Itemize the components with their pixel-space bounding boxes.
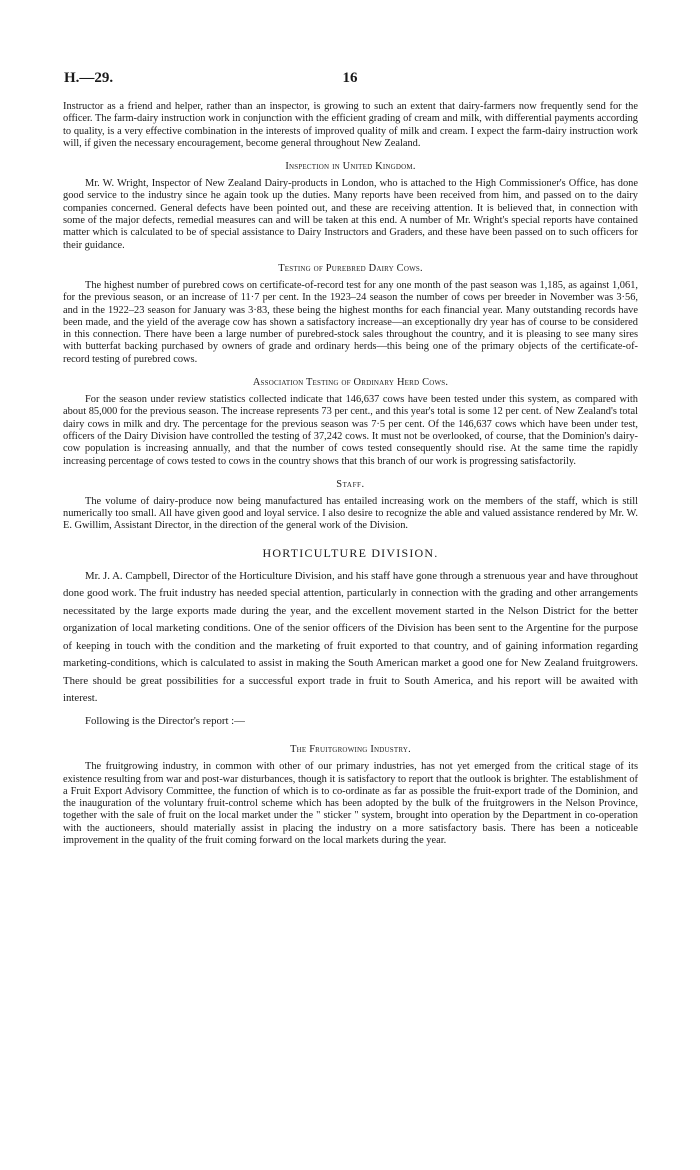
association-heading: Association Testing of Ordinary Herd Cows. [252,377,449,389]
fruitgrowing-paragraph: The fruitgrowing industry, in common with other of our primary industries, has not yet emerged from the critical stage of its existence resulting from war and post-war disturbances, though it is satisfactory to report that the outlook is brighter. The establishment of a Fruit Export Advisory Committee, the function of which is to co-ordinate as far as possible the fruit-export trade of the Dominion, and the inauguration of the voluntary fruit-control scheme which has been adopted by the bulk of the fruitgrowers in the Nelson Province, together with the sale of fruit on the local market under the " sticker " system, brought into operation by the Department in co-operation with the auctioneers, should materially assist in placing the industry on a more satisfactory basis. There has been a noticeable improvement in the quality of the fruit coming forward on the local markets during the year. [63,761,638,846]
inspection-paragraph: Mr. W. Wright, Inspector of New Zealand Dairy-products in London, who is attached to the High Commissioner's Office, has done good service to the industry since he again took up the duties. Many reports have been received from him, and passed on to the dairy companies concerned. General defects have been pointed out, and these are receiving attention. It is believed that, in connection with some of the major defects, remedial measures can and will be taken at this end. A number of Mr. Wright's special reports have contained matter which is calculated to be of special assistance to Dairy Instructors and Graders, and these have been passed on to such officers for their guidance. [63,178,638,251]
staff-heading: Staff. [336,478,365,490]
horticulture-heading: HORTICULTURE DIVISION. [262,545,439,560]
page-number: 16 [342,70,358,86]
staff-paragraph: The volume of dairy-produce now being manufactured has entailed increasing work on the members of the staff, which is still numerically too small. All have given good and loyal service. I also desire to recognize the able and valued assistance rendered by Mr. W. E. Gwillim, Assistant Director, in the direction of the general work of the Division. [63,495,638,532]
fruitgrowing-heading: The Fruitgrowing Industry. [290,744,411,756]
page-body [63,101,638,847]
director-report-intro: Following is the Director's report :— [85,714,245,727]
testing-heading: Testing of Purebred Dairy Cows. [278,262,423,274]
fruitgrowing-section [63,744,638,847]
horticulture-paragraph: Mr. J. A. Campbell, Director of the Horticulture Division, and his staff have gone through a strenuous year and have throughout done good work. The fruit industry has needed special attention, particularly in connection with the grading and other arrangements necessitated by the large exports made during the year, and the excellent movement started in the Nelson District for the better organization of local marketing conditions. One of the senior officers of the Division has been sent to the Argentine for the purpose of keeping in touch with the condition and the marketing of fruit exported to that country, and of gaining information regarding marketing-conditions, which is calculated to assist in making the South American market a good one for New Zealand fruitgrowers. There should be great possibilities for a successful export trade in fruit to South America, and his report will be awaited with interest. [63,569,638,705]
document-reference: H.—29. [64,70,114,86]
horticulture-section [63,546,638,731]
association-paragraph: For the season under review statistics collected indicate that 146,637 cows have been tested under this system, as compared with about 85,000 for the previous season. The increase represents 73 per cent., and this year's total is some 12 per cent. of New Zealand's total dairy cows in milk and dry. The percentage for the previous season was 7·5 per cent. Of the 146,637 cows which have been under test, officers of the Dairy Division have controlled the testing of 37,242 cows. It must not be overlooked, of course, that the Dominion's dairy-cow population is increasing annually, and that the number of cows tested consequently should rise. At the same time the rapidly increasing percentage of cows tested to cows in the country shows that this branch of our work is progressing satisfactorily. [63,394,638,467]
intro-paragraph: Instructor as a friend and helper, rather than an inspector, is growing to such an extent that dairy-farmers now frequently send for the officer. The farm-dairy instruction work in conjunction with the efficient grading of cream and milk, with differential payments according to quality, is a very effective combination in the interests of improved quality of milk and cream. I expect the farm-dairy instruction work will, if given the necessary encouragement, become general throughout New Zealand. [63,101,638,149]
inspection-heading: Inspection in United Kingdom. [285,161,416,173]
testing-paragraph: The highest number of purebred cows on certificate-of-record test for any one month of the past season was 1,185, as against 1,061, for the previous season, or an increase of 11·7 per cent. In the 1923–24 season the number of cows per breeder in November was 3·56, and in the 1922–23 season for January was 3·83, these being the highest months for each financial year. Many outstanding records have been made, and the yield of the average cow has shown a satisfactory increase—an exceptionally dry year has of course to be considered in this connection. There have been a large number of purebred-stock sales throughout the country, and it is pleasing to see many sires with butterfat backing purchased by owners of grade and ordinary herds—this being one of the primary objects of the certificate-of-record testing of purebred cows. [63,279,638,365]
page-header [64,70,636,94]
